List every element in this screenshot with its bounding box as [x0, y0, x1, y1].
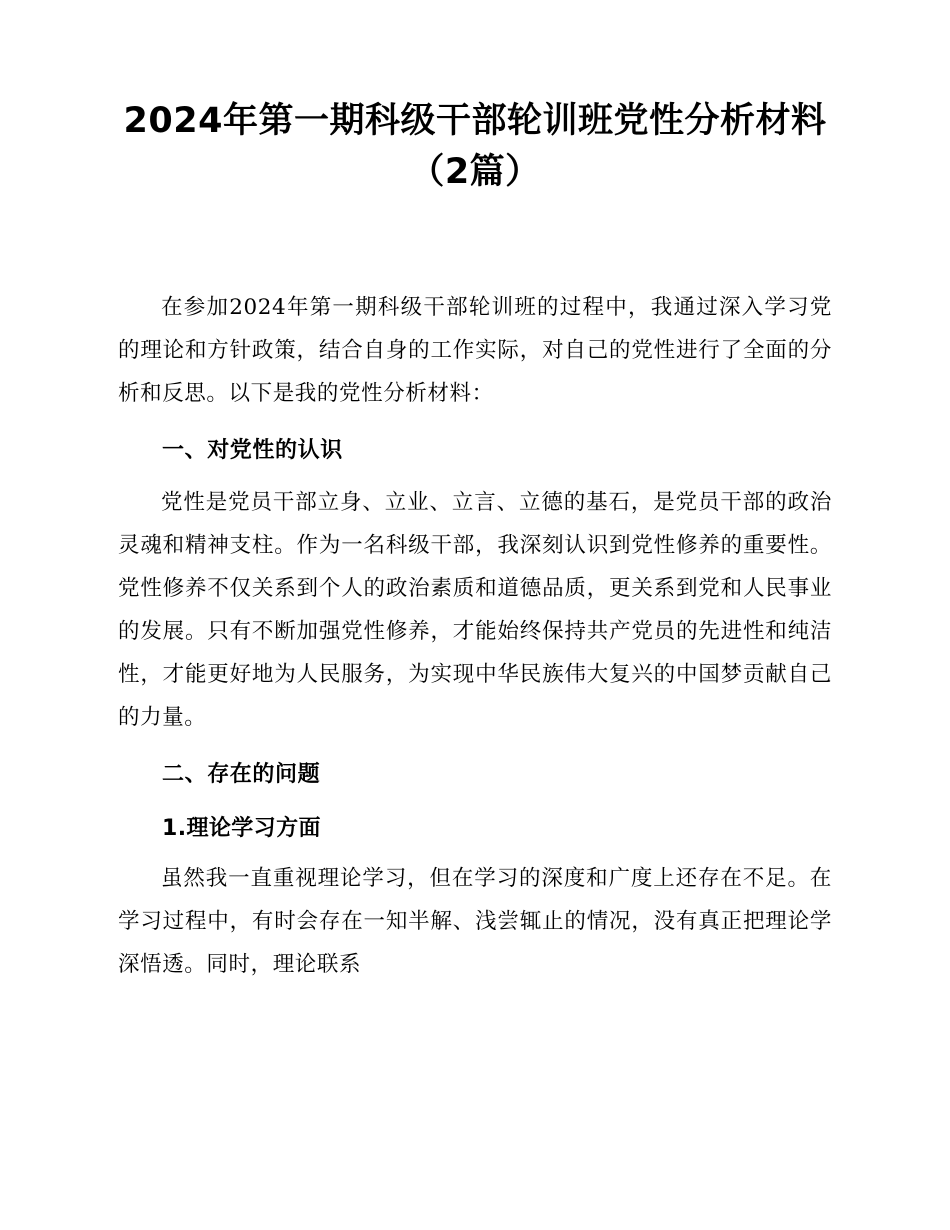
page-title-line-1: 2024年第一期科级干部轮训班党性分析材料 [123, 101, 827, 141]
paragraph-intro: 在参加2024年第一期科级干部轮训班的过程中，我通过深入学习党的理论和方针政策，结合自身的工作实际，对自己的党性进行了全面的分析和反思。以下是我的党性分析材料： [118, 294, 832, 406]
page-title-line-2: （2篇） [409, 151, 541, 192]
paragraph-theory-study: 虽然我一直重视理论学习，但在学习的深度和广度上还存在不足。在学习过程中，有时会存在一知半解、浅尝辄止的情况，没有真正把理论学深悟透。同时，理论联系 [118, 865, 832, 977]
title-spacer [118, 216, 832, 286]
section-heading-party-spirit-understanding: 一、对党性的认识 [162, 437, 343, 463]
page-title [118, 96, 832, 198]
paragraph-party-spirit-understanding: 党性是党员干部立身、立业、立言、立德的基石，是党员干部的政治灵魂和精神支柱。作为一名科级干部，我深刻认识到党性修养的重要性。党性修养不仅关系到个人的政治素质和道德品质，更关系到党和人民事业的发展。只有不断加强党性修养，才能始终保持共产党员的先进性和纯洁性，才能更好地为人民服务，为实现中华民族伟大复兴的中国梦贡献自己的力量。 [118, 489, 832, 730]
section-heading-existing-problems: 二、存在的问题 [162, 761, 321, 787]
subsection-heading-theory-study: 1.理论学习方面 [162, 815, 321, 841]
